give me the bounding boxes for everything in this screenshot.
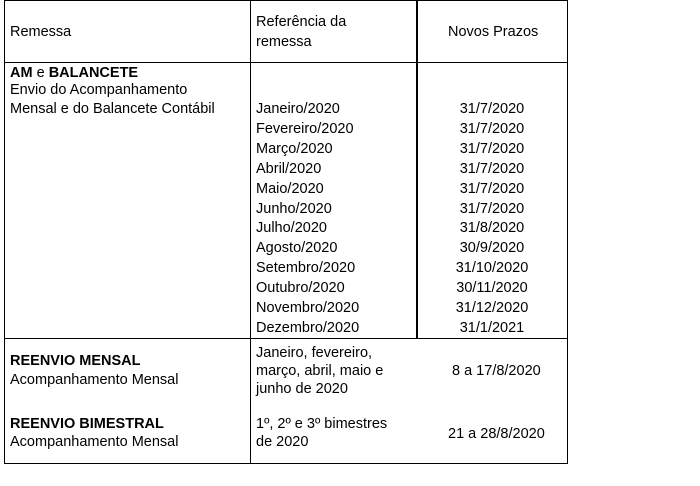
reenvio-bimestral-prazo: 21 a 28/8/2020 xyxy=(448,426,545,442)
month-label: Abril/2020 xyxy=(256,161,322,177)
month-label: Junho/2020 xyxy=(256,201,332,217)
am-balancete-desc-line1: Envio do Acompanhamento xyxy=(10,82,188,98)
table-border-right xyxy=(567,0,568,464)
header-novos-prazos: Novos Prazos xyxy=(448,24,539,40)
header-remessa: Remessa xyxy=(10,24,72,40)
section-divider xyxy=(4,338,568,339)
month-label: Outubro/2020 xyxy=(256,280,345,296)
deadline-value: 31/7/2020 xyxy=(459,161,525,177)
deadline-value: 31/7/2020 xyxy=(459,201,525,217)
month-label: Dezembro/2020 xyxy=(256,320,360,336)
deadline-value: 31/10/2020 xyxy=(455,260,529,276)
deadline-value: 31/12/2020 xyxy=(455,300,529,316)
month-label: Janeiro/2020 xyxy=(256,101,340,117)
deadline-value: 30/11/2020 xyxy=(456,280,528,296)
deadline-value: 31/7/2020 xyxy=(459,121,525,137)
table-border-left xyxy=(4,0,5,464)
table-border-bottom xyxy=(4,463,568,464)
header-referencia-line1: Referência da xyxy=(256,14,347,30)
balancete-label: BALANCETE xyxy=(48,65,139,81)
reenvio-mensal-desc: Acompanhamento Mensal xyxy=(10,372,179,388)
month-label: Setembro/2020 xyxy=(256,260,356,276)
reenvio-mensal-prazo: 8 a 17/8/2020 xyxy=(452,363,541,379)
reenvio-bimestral-ref-line1: 1º, 2º e 3º bimestres xyxy=(256,416,388,432)
table-border-top xyxy=(4,0,568,1)
reenvio-mensal-ref-line1: Janeiro, fevereiro, xyxy=(256,345,373,361)
deadline-value: 31/7/2020 xyxy=(459,181,525,197)
header-referencia-line2: remessa xyxy=(256,34,312,50)
reenvio-bimestral-ref-line2: de 2020 xyxy=(256,434,309,450)
month-label: Agosto/2020 xyxy=(256,240,338,256)
reenvio-mensal-ref-line2: março, abril, maio e xyxy=(256,363,384,379)
deadline-value: 31/1/2021 xyxy=(459,320,525,336)
month-label: Março/2020 xyxy=(256,141,333,157)
month-label: Novembro/2020 xyxy=(256,300,360,316)
deadline-value: 31/7/2020 xyxy=(459,141,525,157)
reenvio-bimestral-desc: Acompanhamento Mensal xyxy=(10,434,179,450)
deadline-value: 30/9/2020 xyxy=(459,240,525,256)
deadline-value: 31/7/2020 xyxy=(459,101,525,117)
am-label: AM xyxy=(10,65,33,81)
column-divider-1 xyxy=(250,0,251,464)
reenvio-mensal-title: REENVIO MENSAL xyxy=(10,353,141,369)
month-label: Maio/2020 xyxy=(256,181,324,197)
deadlines-table xyxy=(4,0,568,464)
e-label: e xyxy=(32,65,49,81)
month-label: Julho/2020 xyxy=(256,220,327,236)
reenvio-mensal-ref-line3: junho de 2020 xyxy=(256,381,348,397)
month-label: Fevereiro/2020 xyxy=(256,121,354,137)
deadline-value: 31/8/2020 xyxy=(459,220,525,236)
reenvio-bimestral-title: REENVIO BIMESTRAL xyxy=(10,416,164,432)
am-balancete-desc-line2: Mensal e do Balancete Contábil xyxy=(10,101,215,117)
